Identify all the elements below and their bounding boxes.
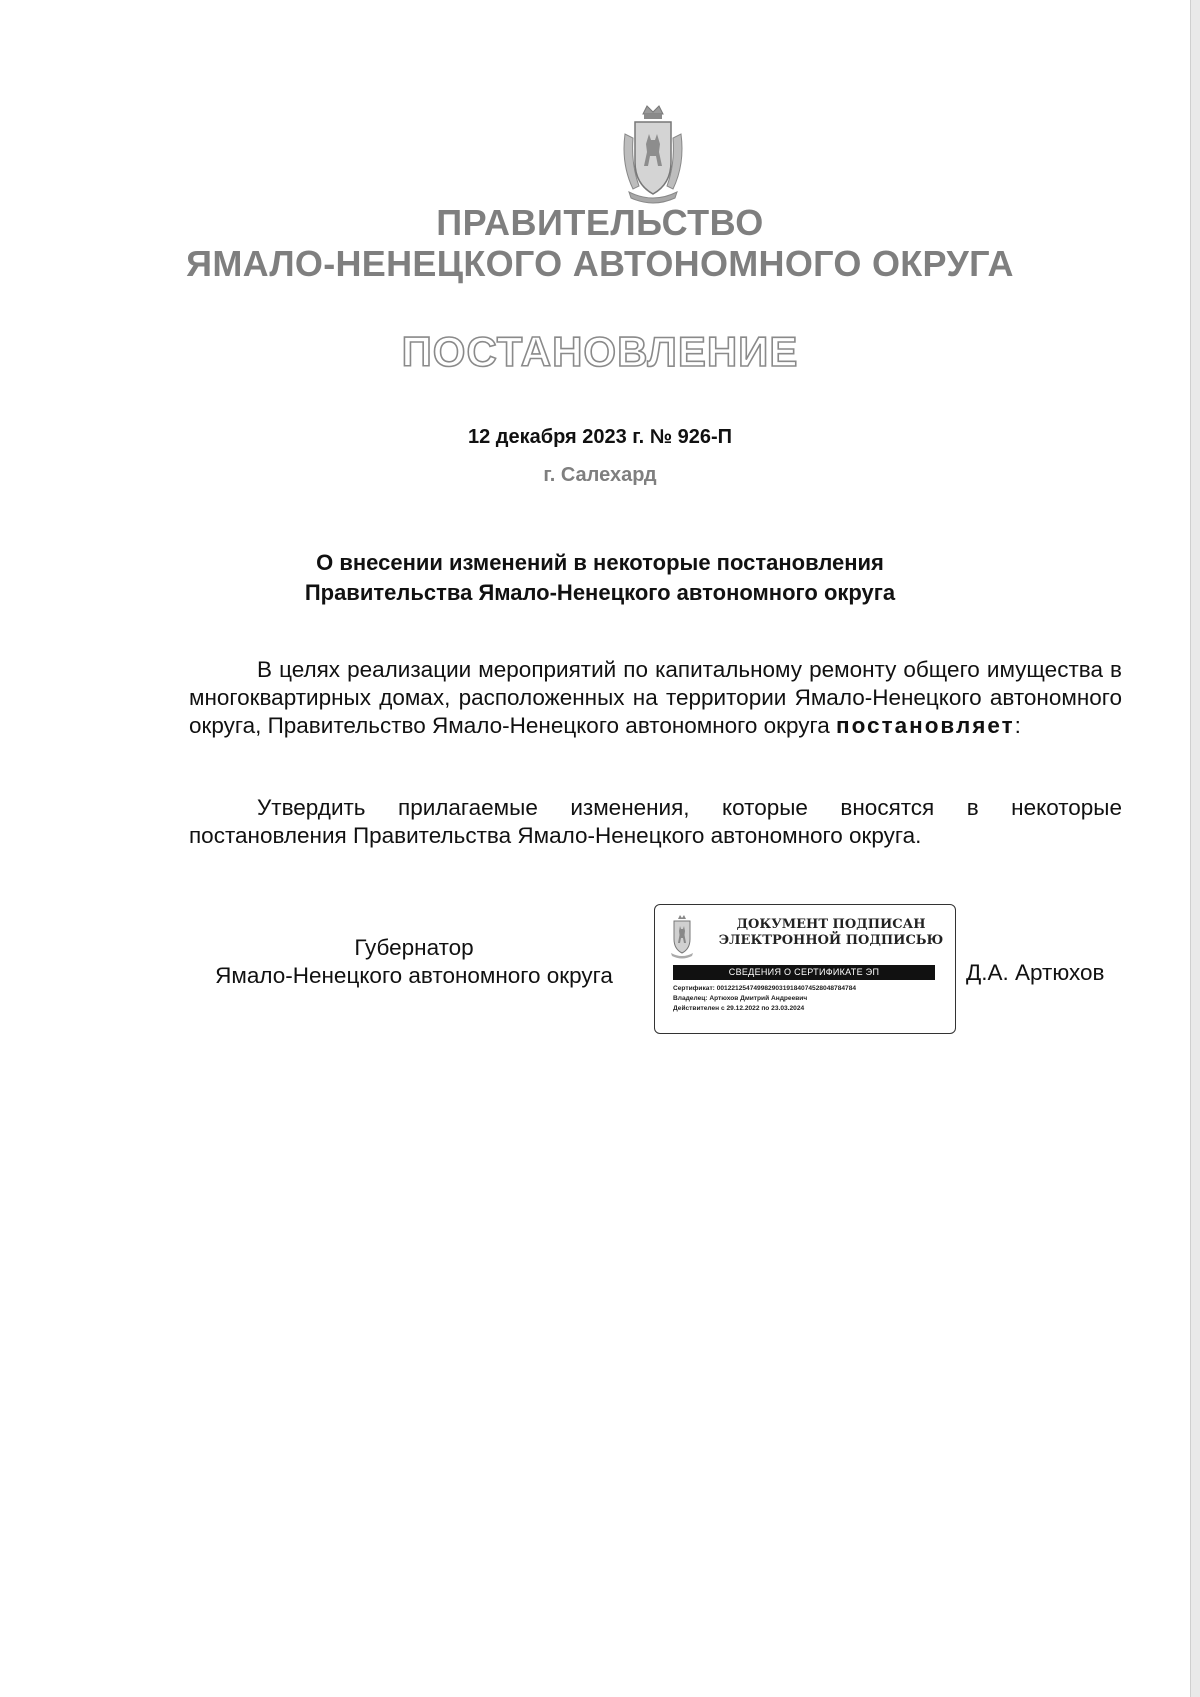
document-city: г. Салехард <box>543 464 657 486</box>
stamp-certificate-details <box>673 984 948 1014</box>
stamp-validity: Действителен с 29.12.2022 по 23.03.2024 <box>673 1005 805 1012</box>
coat-of-arms-icon <box>613 104 693 204</box>
subject-line1: О внесении изменений в некоторые постановления <box>316 550 884 575</box>
org-title-line1: ПРАВИТЕЛЬСТВО <box>436 202 764 243</box>
document-date-number: 12 декабря 2023 г. № 926-П <box>467 426 733 448</box>
stamp-title <box>715 917 947 949</box>
document-type: ПОСТАНОВЛЕНИЕ <box>401 328 799 375</box>
stamp-owner: Владелец: Артюхов Дмитрий Андреевич <box>673 995 808 1002</box>
signer-name: Д.А. Артюхов <box>966 960 1105 985</box>
document-subject <box>0 548 1200 608</box>
body-paragraph-1 <box>189 656 1122 740</box>
signer-position <box>189 934 639 990</box>
electronic-signature-stamp <box>654 904 956 1034</box>
org-title-line2: ЯМАЛО-НЕНЕЦКОГО АВТОНОМНОГО ОКРУГА <box>186 243 1014 284</box>
body-paragraph-2: Утвердить прилагаемые изменения, которые вносятся в некоторые постановления Правительства Ямало-Ненецкого автономного округа. <box>189 795 1122 848</box>
stamp-title-line1: ДОКУМЕНТ ПОДПИСАН <box>736 917 926 932</box>
stamp-title-line2: ЭЛЕКТРОННОЙ ПОДПИСЬЮ <box>718 933 944 948</box>
stamp-certificate-bar: СВЕДЕНИЯ О СЕРТИФИКАТЕ ЭП <box>673 965 935 980</box>
paragraph-1-text: В целях реализации мероприятий по капитальному ремонту общего имущества в многоквартирных домах, расположенных на территории Ямало-Ненецкого автономного округа, Правительство Ямало-Ненецкого автономного округа <box>189 657 1122 738</box>
stamp-emblem-icon <box>669 915 695 959</box>
signer-position-line2: Ямало-Ненецкого автономного округа <box>215 963 613 988</box>
subject-line2: Правительства Ямало-Ненецкого автономного округа <box>304 580 896 605</box>
paragraph-1-bold: постановляет <box>836 713 1015 738</box>
signer-position-line1: Губернатор <box>354 935 474 960</box>
paragraph-1-end: : <box>1014 713 1021 738</box>
stamp-certificate: Сертификат: 00122125474998290319184074528048784784 <box>673 985 857 992</box>
